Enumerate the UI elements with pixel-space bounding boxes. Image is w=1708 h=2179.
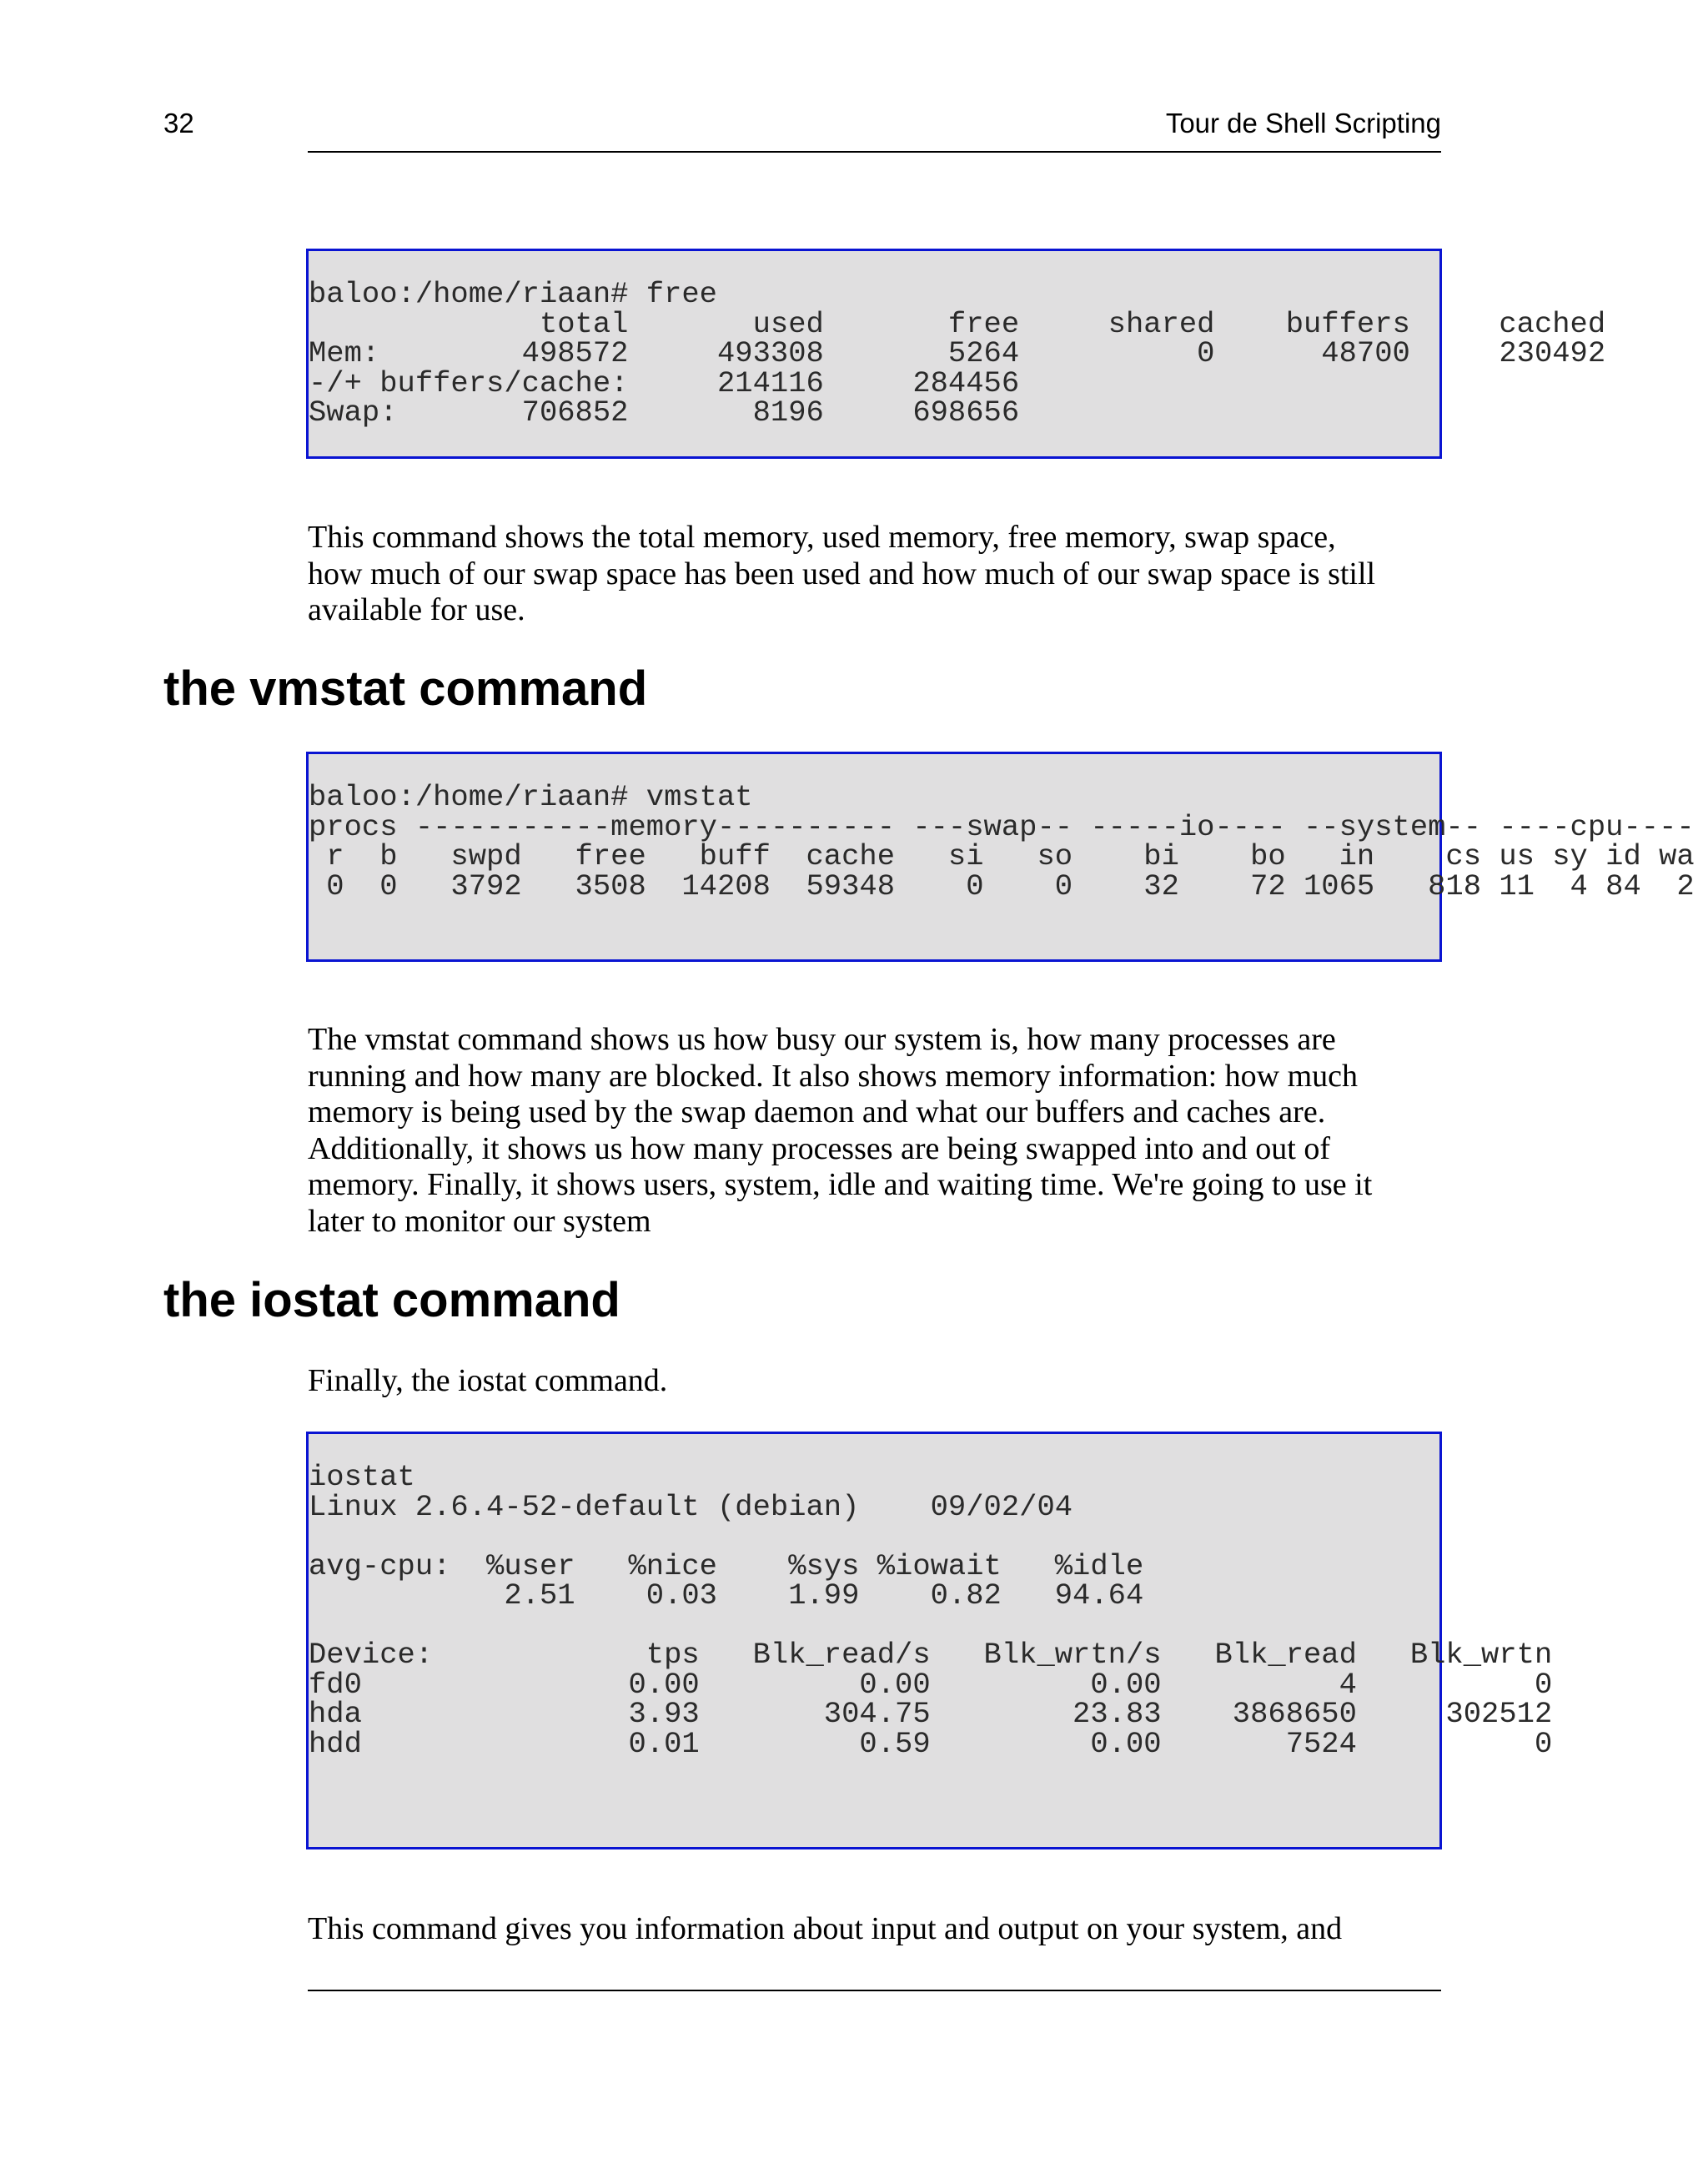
free-command-output-box	[306, 249, 1606, 459]
iostat-intro-paragraph: Finally, the iostat command.	[308, 1363, 668, 1398]
running-title: Tour de Shell Scripting	[1165, 108, 1441, 138]
iostat-description-paragraph: This command gives you information about input and output on your system, and	[308, 1911, 1343, 1946]
vmstat-command-output-box	[306, 752, 1695, 962]
header-rule	[308, 151, 1441, 153]
iostat-command-output: iostat Linux 2.6.4-52-default (debian) 09/02/04 avg-cpu: %user %nice %sys %iowait %idle 2.51 0.03 1.99 0.82 94.64 Device: tps Blk_read/s Blk_wrtn/s Blk_read Blk_wrtn fd0 0.00 0.00 0.00 4 0 hda 3.93 304.75 23.83 3868650 302512 hdd 0.01 0.59 0.00 7524 0	[309, 1460, 1553, 1761]
vmstat-command-output: baloo:/home/riaan# vmstat procs -----------memory---------- ---swap-- -----io---- --system-- ----cpu---- r b swpd free buff cache si so bi bo in cs us sy id wa 0 0 3792 3508 14208 59348 0 0 32 72 1065 818 11 4 84 2	[309, 780, 1695, 903]
page-number: 32	[163, 108, 194, 138]
iostat-section-heading: the iostat command	[163, 1273, 620, 1327]
vmstat-section-heading: the vmstat command	[163, 662, 648, 716]
vmstat-description-paragraph: The vmstat command shows us how busy our system is, how many processes are running and how many are blocked. It also shows memory information: how much memory is being used by the swap daemon and what our buffers and caches are. Additionally, it shows us how many processes are being swapped into and out of memory. Finally, it shows users, system, idle and waiting time. We're going to use it later to monitor our system	[308, 1022, 1373, 1239]
free-command-output: baloo:/home/riaan# free total used free shared buffers cached Mem: 498572 493308 5264 0 48700 230492 -/+ buffers/cache: 214116 284456 Swap: 706852 8196 698656	[309, 277, 1606, 430]
footer-rule	[308, 1990, 1441, 1991]
free-description-paragraph: This command shows the total memory, used memory, free memory, swap space, how much of our swap space has been used and how much of our swap space is still available for use.	[308, 520, 1376, 627]
iostat-command-output-box	[306, 1432, 1553, 1849]
